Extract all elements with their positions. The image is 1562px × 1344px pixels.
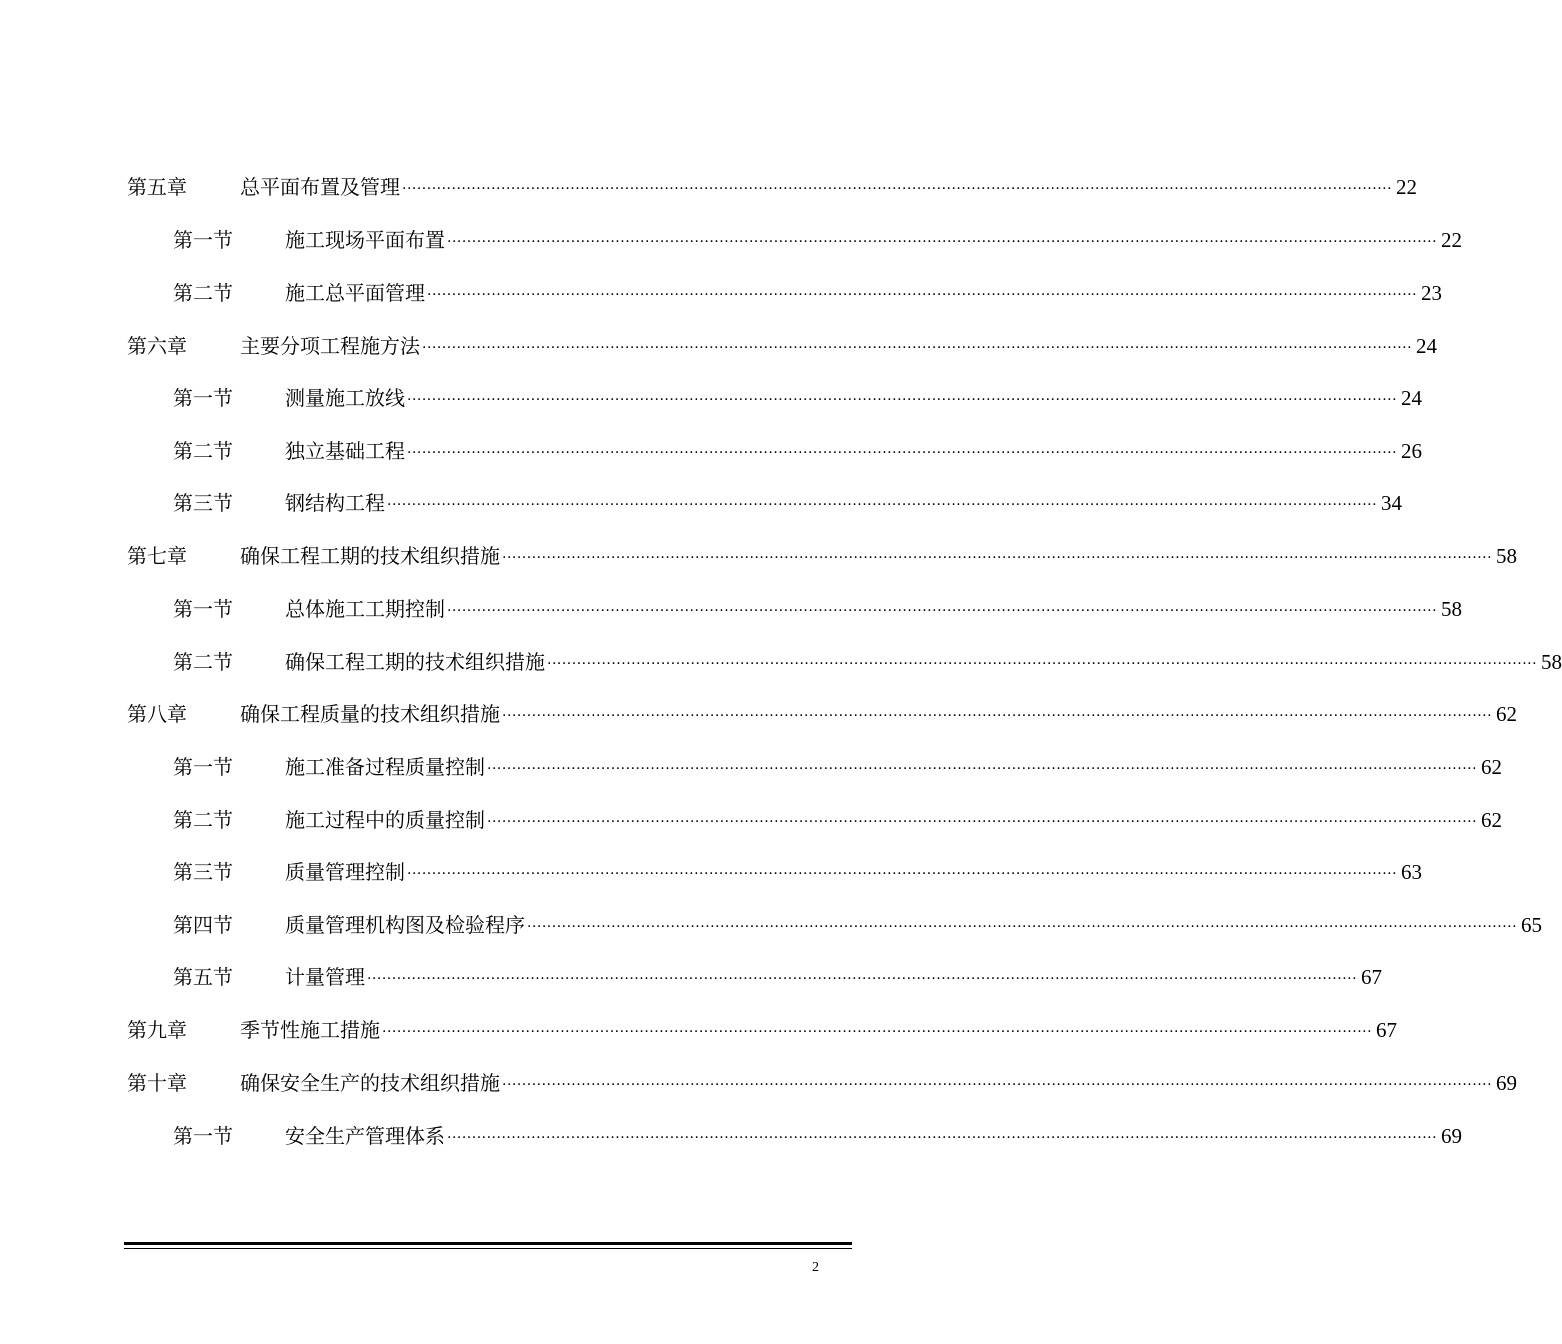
toc-leader-dots: ········································································································································································································ [527, 919, 1518, 935]
toc-entry-number: 第六章 [127, 334, 187, 358]
toc-entry-page: 23 [1421, 281, 1443, 305]
toc-entry[interactable] [127, 699, 1518, 729]
toc-leader-dots: ········································································································································································································ [407, 866, 1398, 882]
toc-entry-page: 62 [1481, 755, 1503, 779]
toc-entry[interactable] [173, 488, 1403, 518]
toc-entry-number: 第一节 [173, 228, 233, 252]
toc-entry-title: 计量管理 [285, 965, 365, 989]
toc-leader-dots: ········································································································································································································ [407, 445, 1398, 461]
toc-entry-page: 62 [1496, 702, 1518, 726]
toc-leader-dots: ········································································································································································································ [427, 287, 1418, 303]
toc-entry-page: 69 [1496, 1071, 1518, 1095]
toc-entry[interactable] [173, 594, 1463, 624]
toc-entry-number: 第一节 [173, 386, 233, 410]
toc-entry-number: 第八章 [127, 702, 187, 726]
toc-leader-dots: ········································································································································································································ [447, 1130, 1438, 1146]
toc-entry-page: 58 [1496, 544, 1518, 568]
toc-entry-number: 第七章 [127, 544, 187, 568]
toc-leader-dots: ········································································································································································································ [407, 392, 1398, 408]
toc-entry[interactable] [127, 1015, 1398, 1045]
toc-entry-title: 施工过程中的质量控制 [285, 808, 485, 832]
toc-entry-page: 22 [1441, 228, 1463, 252]
toc-leader-dots: ········································································································································································································ [382, 1024, 1373, 1040]
toc-entry[interactable] [173, 383, 1423, 413]
toc-entry-page: 63 [1401, 860, 1423, 884]
toc-entry-title: 质量管理控制 [285, 860, 405, 884]
footer-rule-thin [124, 1248, 852, 1249]
toc-leader-dots: ········································································································································································································ [402, 181, 1393, 197]
toc-entry-title: 确保工程质量的技术组织措施 [240, 702, 500, 726]
toc-entry-number: 第一节 [173, 1124, 233, 1148]
toc-entry-number: 第一节 [173, 597, 233, 621]
toc-entry-title: 确保安全生产的技术组织措施 [240, 1071, 500, 1095]
toc-entry-number: 第二节 [173, 439, 233, 463]
toc-entry-number: 第二节 [173, 650, 233, 674]
toc-entry-page: 67 [1361, 965, 1383, 989]
toc-entry-title: 独立基础工程 [285, 439, 405, 463]
footer-rule [124, 1242, 852, 1245]
toc-leader-dots: ········································································································································································································ [487, 814, 1478, 830]
toc-entry[interactable] [173, 910, 1543, 940]
toc-entry-title: 季节性施工措施 [240, 1018, 380, 1042]
toc-entry-number: 第二节 [173, 808, 233, 832]
toc-entry-page: 24 [1401, 386, 1423, 410]
toc-entry-number: 第三节 [173, 491, 233, 515]
toc-entry[interactable] [173, 278, 1443, 308]
toc-entry[interactable] [127, 172, 1418, 202]
toc-entry-title: 施工准备过程质量控制 [285, 755, 485, 779]
toc-entry[interactable] [173, 857, 1423, 887]
toc-entry-title: 总平面布置及管理 [240, 175, 400, 199]
toc-entry-title: 确保工程工期的技术组织措施 [285, 650, 545, 674]
toc-leader-dots: ········································································································································································································ [422, 340, 1413, 356]
toc-entry[interactable] [173, 752, 1503, 782]
toc-entry-page: 24 [1416, 334, 1438, 358]
toc-entry[interactable] [127, 331, 1438, 361]
toc-entry-title: 确保工程工期的技术组织措施 [240, 544, 500, 568]
toc-entry-title: 测量施工放线 [285, 386, 405, 410]
toc-leader-dots: ········································································································································································································ [502, 1077, 1493, 1093]
toc-entry-page: 69 [1441, 1124, 1463, 1148]
toc-entry-page: 58 [1441, 597, 1463, 621]
toc-entry-number: 第三节 [173, 860, 233, 884]
toc-leader-dots: ········································································································································································································ [502, 708, 1493, 724]
toc-leader-dots: ········································································································································································································ [367, 971, 1358, 987]
toc-leader-dots: ········································································································································································································ [387, 497, 1378, 513]
toc-entry-number: 第十章 [127, 1071, 187, 1095]
toc-entry-title: 主要分项工程施方法 [240, 334, 420, 358]
toc-leader-dots: ········································································································································································································ [447, 234, 1438, 250]
toc-entry[interactable] [173, 805, 1503, 835]
toc-entry-title: 钢结构工程 [285, 491, 385, 515]
toc-leader-dots: ········································································································································································································ [547, 656, 1538, 672]
toc-leader-dots: ········································································································································································································ [487, 761, 1478, 777]
toc-entry-title: 安全生产管理体系 [285, 1124, 445, 1148]
toc-entry[interactable] [173, 1121, 1463, 1151]
toc-entry-number: 第五节 [173, 965, 233, 989]
toc-entry-page: 67 [1376, 1018, 1398, 1042]
toc-entry-page: 65 [1521, 913, 1543, 937]
toc-entry[interactable] [173, 225, 1463, 255]
toc-entry-page: 34 [1381, 491, 1403, 515]
toc-entry[interactable] [173, 962, 1383, 992]
page-number: 2 [812, 1260, 819, 1275]
toc-entry-number: 第九章 [127, 1018, 187, 1042]
toc-entry-title: 总体施工工期控制 [285, 597, 445, 621]
toc-entry-page: 22 [1396, 175, 1418, 199]
toc-leader-dots: ········································································································································································································ [502, 550, 1493, 566]
toc-entry-page: 62 [1481, 808, 1503, 832]
toc-entry[interactable] [173, 436, 1423, 466]
toc-entry-title: 质量管理机构图及检验程序 [285, 913, 525, 937]
toc-entry-number: 第二节 [173, 281, 233, 305]
toc-entry-page: 58 [1541, 650, 1562, 674]
toc-entry[interactable] [127, 1068, 1518, 1098]
toc-leader-dots: ········································································································································································································ [447, 603, 1438, 619]
toc-entry-number: 第五章 [127, 175, 187, 199]
toc-entry[interactable] [127, 541, 1518, 571]
toc-entry-number: 第一节 [173, 755, 233, 779]
toc-entry-page: 26 [1401, 439, 1423, 463]
toc-entry-title: 施工现场平面布置 [285, 228, 445, 252]
toc-entry-title: 施工总平面管理 [285, 281, 425, 305]
toc-entry[interactable] [173, 647, 1562, 677]
toc-entry-number: 第四节 [173, 913, 233, 937]
